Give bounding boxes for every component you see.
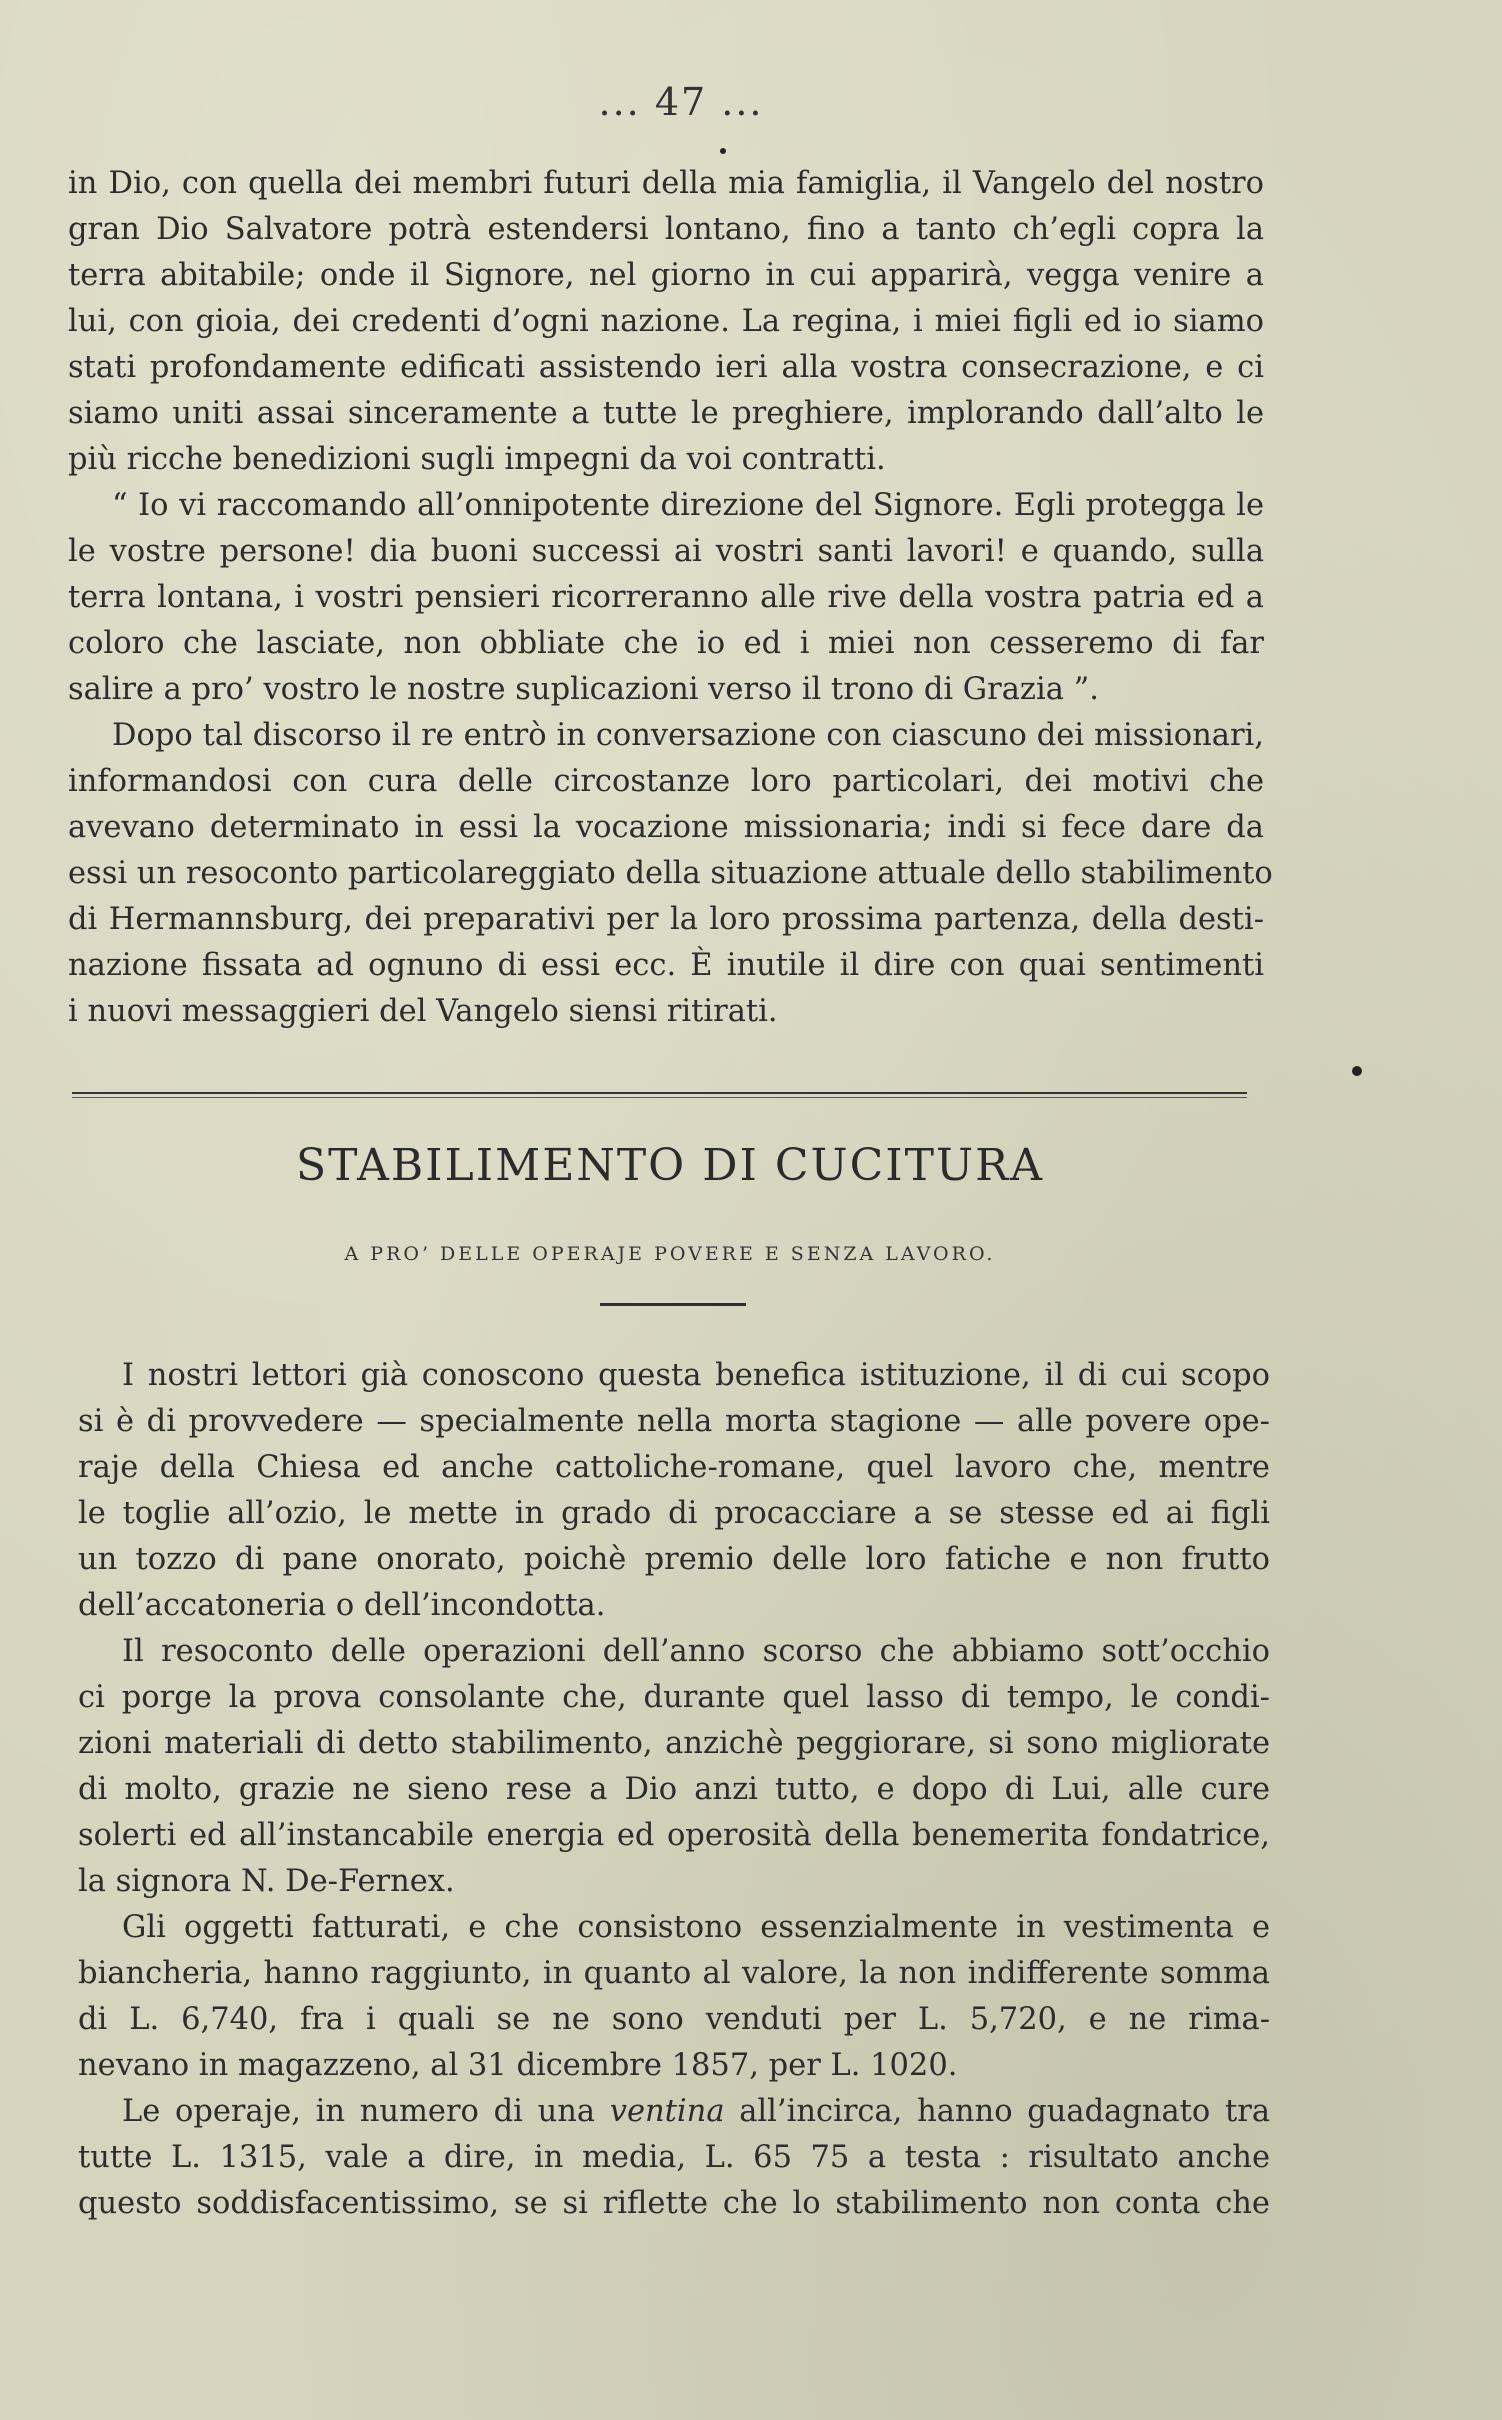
text-line: di L. 6,740, fra i quali se ne sono venduti per L. 5,720, e ne rima- — [78, 2002, 1270, 2037]
text-line: Il resoconto delle operazioni dell’anno scorso che abbiamo sott’occhio — [122, 1634, 1270, 1669]
top-text-block — [68, 161, 1273, 1035]
text-line: stati profondamente edificati assistendo ieri alla vostra consecrazione, e ci — [68, 350, 1264, 385]
text-line: di molto, grazie ne sieno rese a Dio anzi tutto, e dopo di Lui, alle cure — [78, 1772, 1270, 1807]
text-line: I nostri lettori già conoscono questa benefica istituzione, il di cui scopo — [122, 1358, 1270, 1393]
title-underline — [600, 1303, 746, 1306]
text-line: nevano in magazzeno, al 31 dicembre 1857, per L. 1020. — [78, 2048, 958, 2083]
text-line: zioni materiali di detto stabilimento, anzichè peggiorare, si sono migliorate — [78, 1726, 1270, 1761]
bottom-text-block — [78, 1353, 1270, 2227]
text-line: ci porge la prova consolante che, durante quel lasso di tempo, le condi- — [78, 1680, 1270, 1715]
text-line: dell’accatoneria o dell’incondotta. — [78, 1588, 606, 1623]
text-line: avevano determinato in essi la vocazione missionaria; indi si fece dare da — [68, 810, 1264, 845]
text-fragment: Le operaje, in numero di una — [122, 2094, 596, 2129]
text-fragment: all’incirca, hanno guadagnato tra — [739, 2094, 1270, 2129]
text-line: solerti ed all’instancabile energia ed operosità della benemerita fondatrice, — [78, 1818, 1270, 1853]
text-line: “ Io vi raccomando all’onnipotente direzione del Signore. Egli protegga le — [112, 488, 1264, 523]
page-number: ... 47 ... — [598, 80, 764, 124]
text-line: Dopo tal discorso il re entrò in conversazione con ciascuno dei missionari, — [112, 718, 1264, 753]
text-line: Gli oggetti fatturati, e che consistono essenzialmente in vestimenta e — [122, 1910, 1270, 1945]
text-line: tutte L. 1315, vale a dire, in media, L. 65 75 a testa : risultato anche — [78, 2140, 1270, 2175]
text-line: essi un resoconto particolareggiato della situazione attuale dello stabilimento — [68, 856, 1273, 891]
section-divider-thin — [72, 1097, 1247, 1098]
text-line: coloro che lasciate, non obbliate che io ed i miei non cesseremo di far — [68, 626, 1264, 661]
text-line: terra lontana, i vostri pensieri ricorreranno alle rive della vostra patria ed a — [68, 580, 1264, 615]
text-line: le vostre persone! dia buoni successi ai vostri santi lavori! e quando, sulla — [68, 534, 1264, 569]
section-title: STABILIMENTO DI CUCITURA — [295, 1140, 1045, 1191]
text-line: informandosi con cura delle circostanze loro particolari, dei motivi che — [68, 764, 1264, 799]
text-line: lui, con gioia, dei credenti d’ogni nazione. La regina, i miei figli ed io siamo — [68, 304, 1264, 339]
text-line: terra abitabile; onde il Signore, nel giorno in cui apparirà, vegga venire a — [68, 258, 1264, 293]
section-divider — [72, 1092, 1247, 1094]
text-line: i nuovi messaggieri del Vangelo siensi ritirati. — [68, 994, 778, 1029]
text-line: nazione fissata ad ognuno di essi ecc. È inutile il dire con quai sentimenti — [68, 948, 1264, 983]
text-line: questo soddisfacentissimo, se si riflette che lo stabilimento non conta che — [78, 2186, 1270, 2221]
text-line: più ricche benedizioni sugli impegni da voi contratti. — [68, 442, 886, 477]
text-line: un tozzo di pane onorato, poichè premio delle loro fatiche e non frutto — [78, 1542, 1270, 1577]
text-line: in Dio, con quella dei membri futuri della mia famiglia, il Vangelo del nostro — [68, 166, 1264, 201]
ink-speck — [1352, 1066, 1362, 1076]
text-line: le toglie all’ozio, le mette in grado di procacciare a se stesse ed ai figli — [78, 1496, 1270, 1531]
ink-speck — [720, 148, 726, 154]
text-line: gran Dio Salvatore potrà estendersi lontano, fino a tanto ch’egli copra la — [68, 212, 1264, 247]
section-subtitle: A PRO’ DELLE OPERAJE POVERE E SENZA LAVORO. — [344, 1243, 996, 1265]
text-line: raje della Chiesa ed anche cattoliche-romane, quel lavoro che, mentre — [78, 1450, 1270, 1485]
text-line: biancheria, hanno raggiunto, in quanto al valore, la non indifferente somma — [78, 1956, 1270, 1991]
text-line: si è di provvedere — specialmente nella morta stagione — alle povere ope- — [78, 1404, 1270, 1439]
text-line: di Hermannsburg, dei preparativi per la loro prossima partenza, della desti- — [68, 902, 1264, 937]
italic-word: ventina — [609, 2094, 725, 2129]
text-line: la signora N. De-Fernex. — [78, 1864, 455, 1899]
text-line: salire a pro’ vostro le nostre suplicazioni verso il trono di Grazia ”. — [68, 672, 1099, 707]
text-line: siamo uniti assai sinceramente a tutte le preghiere, implorando dall’alto le — [68, 396, 1264, 431]
text-line — [78, 2089, 1270, 2135]
